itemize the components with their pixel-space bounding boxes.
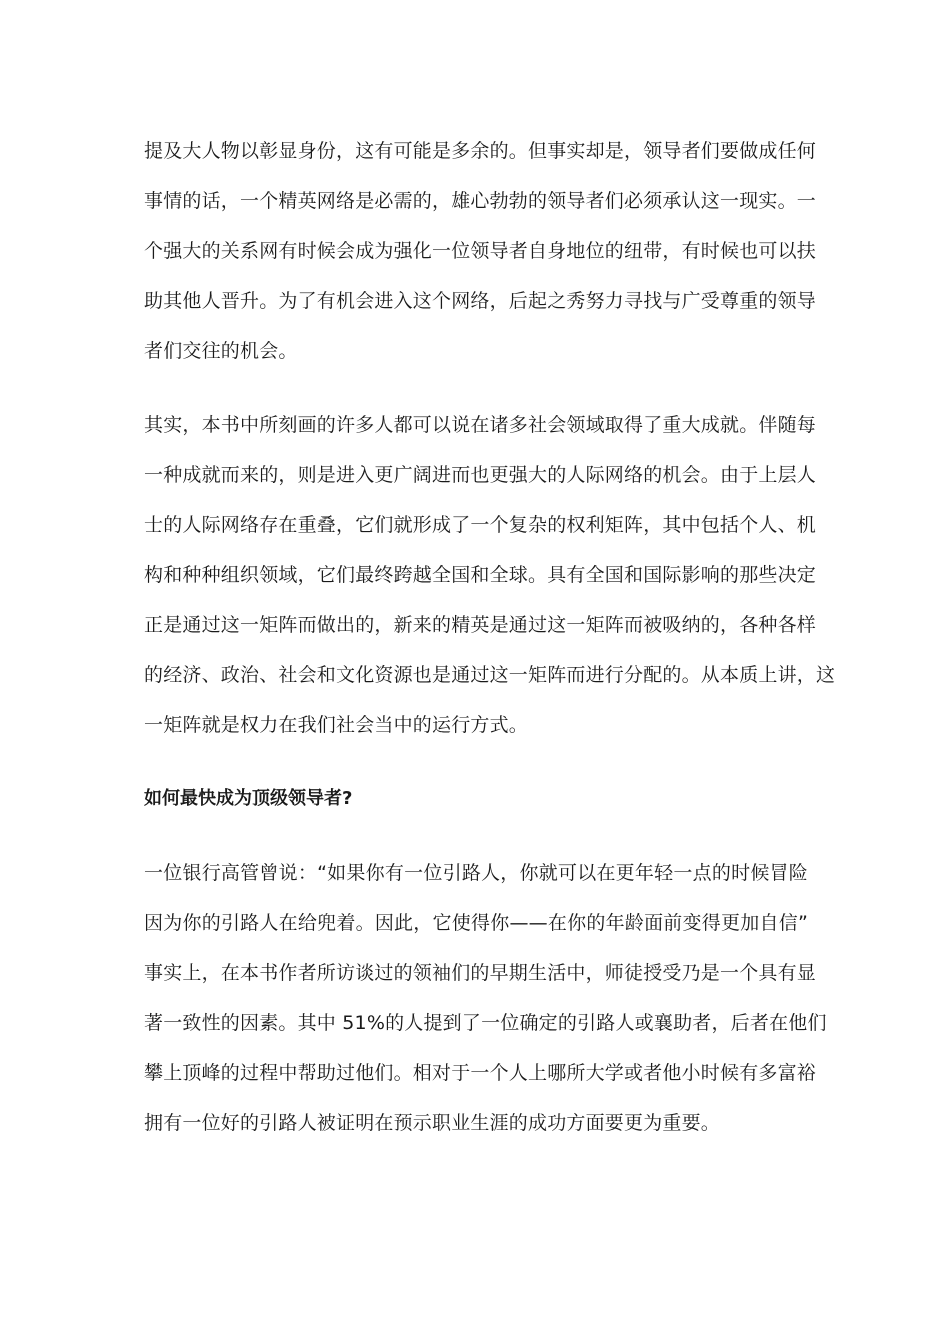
paragraph-line: 构和种种组织领域，它们最终跨越全国和全球。具有全国和国际影响的那些决定 (144, 564, 817, 586)
paragraph-line: 一种成就而来的，则是进入更广阔进而也更强大的人际网络的机会。由于上层人 (144, 464, 817, 486)
paragraph-3 (144, 848, 827, 1148)
paragraph-1 (144, 126, 817, 376)
paragraph-line: 攀上顶峰的过程中帮助过他们。相对于一个人上哪所大学或者他小时候有多富裕 (144, 1062, 817, 1084)
paragraph-line: 拥有一位好的引路人被证明在预示职业生涯的成功方面要更为重要。 (144, 1112, 721, 1134)
paragraph-2 (144, 400, 836, 750)
paragraph-line: 事实上，在本书作者所访谈过的领袖们的早期生活中，师徒授受乃是一个具有显 (144, 962, 817, 984)
paragraph-line: 的经济、政治、社会和文化资源也是通过这一矩阵而进行分配的。从本质上讲，这 (144, 664, 836, 686)
paragraph-line: 正是通过这一矩阵而做出的，新来的精英是通过这一矩阵而被吸纳的，各种各样 (144, 614, 817, 636)
paragraph-line: 士的人际网络存在重叠，它们就形成了一个复杂的权利矩阵，其中包括个人、机 (144, 514, 817, 536)
paragraph-gap (144, 750, 808, 774)
paragraph-line: 其实，本书中所刻画的许多人都可以说在诸多社会领域取得了重大成就。伴随每 (144, 414, 817, 436)
paragraph-line: 助其他人晋升。为了有机会进入这个网络，后起之秀努力寻找与广受尊重的领导 (144, 290, 817, 312)
document-page (144, 126, 836, 1148)
section-heading: 如何最快成为顶级领导者? (144, 788, 353, 809)
paragraph-line: 因为你的引路人在给兜着。因此，它使得你——在你的年龄面前变得更加自信” (144, 912, 808, 934)
paragraph-line: 提及大人物以彰显身份，这有可能是多余的。但事实却是，领导者们要做成任何 (144, 140, 817, 162)
paragraph-line: 事情的话，一个精英网络是必需的，雄心勃勃的领导者们必须承认这一现实。一 (144, 190, 817, 212)
paragraph-line: 一矩阵就是权力在我们社会当中的运行方式。 (144, 714, 529, 736)
paragraph-line: 者们交往的机会。 (144, 340, 298, 362)
paragraph-line: 著一致性的因素。其中 51%的人提到了一位确定的引路人或襄助者，后者在他们 (144, 1012, 827, 1034)
paragraph-line: 个强大的关系网有时候会成为强化一位领导者自身地位的纽带，有时候也可以扶 (144, 240, 817, 262)
paragraph-gap (144, 824, 808, 848)
paragraph-line: 一位银行高管曾说：“如果你有一位引路人，你就可以在更年轻一点的时候冒险 (144, 862, 808, 884)
paragraph-gap (144, 376, 808, 400)
